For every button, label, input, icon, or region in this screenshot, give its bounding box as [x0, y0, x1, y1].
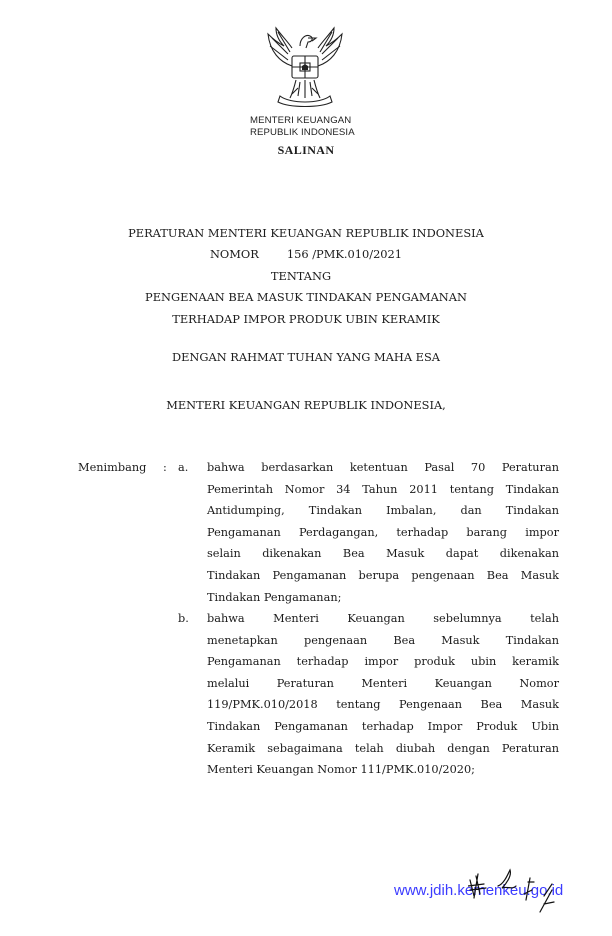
- text-line: melalui Peraturan Menteri Keuangan Nomor: [207, 676, 559, 690]
- menimbang-label: Menimbang: [78, 461, 147, 474]
- text-line: Tindakan Pengamanan terhadap Impor Produk Ubin: [207, 719, 559, 733]
- text-line: Antidumping, Tindakan Imbalan, dan Tindakan: [207, 504, 559, 518]
- item-a-marker: a.: [178, 461, 189, 474]
- text-line: Pengamanan Perdagangan, terhadap barang impor: [207, 525, 559, 539]
- text-line: Tindakan Pengamanan berupa pengenaan Bea Masuk: [207, 568, 559, 582]
- consideration-item-a: [207, 457, 559, 608]
- nomor-label: NOMOR: [209, 247, 259, 261]
- text-line: bahwa Menteri Keuangan sebelumnya telah: [207, 612, 559, 625]
- menimbang-colon: :: [163, 461, 167, 474]
- jdih-website-link[interactable]: www.jdih.kemenkeu.go.id: [394, 882, 564, 899]
- item-b-marker: b.: [178, 612, 189, 625]
- invocation: DENGAN RAHMAT TUHAN YANG MAHA ESA: [171, 350, 441, 364]
- text-line: 119/PMK.010/2018 tentang Pengenaan Bea Masuk: [207, 698, 559, 712]
- tentang-label: TENTANG: [270, 269, 332, 283]
- ministry-name: MENTERI KEUANGAN: [250, 115, 352, 126]
- text-line: Pemerintah Nomor 34 Tahun 2011 tentang Tindakan: [207, 482, 559, 496]
- text-line: Tindakan Pengamanan;: [207, 590, 342, 604]
- regulation-title: PERATURAN MENTERI KEUANGAN REPUBLIK INDONESIA: [128, 226, 484, 240]
- text-line: bahwa berdasarkan ketentuan Pasal 70 Peraturan: [207, 461, 559, 474]
- text-line: menetapkan pengenaan Bea Masuk Tindakan: [207, 633, 559, 647]
- text-line: selain dikenakan Bea Masuk dapat dikenakan: [207, 547, 559, 561]
- nomor-value: 156 /PMK.010/2021: [286, 247, 403, 261]
- text-line: Keramik sebagaimana telah diubah dengan Peraturan: [207, 741, 559, 755]
- country-name: REPUBLIK INDONESIA: [250, 127, 355, 138]
- salinan-label: SALINAN: [277, 143, 335, 157]
- text-line: Pengamanan terhadap impor produk ubin keramik: [207, 655, 559, 669]
- consideration-item-b: [207, 608, 559, 781]
- initials-signature-icon: [468, 868, 598, 928]
- regulation-number: [0, 247, 612, 261]
- text-line: Menteri Keuangan Nomor 111/PMK.010/2020;: [207, 763, 475, 777]
- subject-line-2: TERHADAP IMPOR PRODUK UBIN KERAMIK: [172, 312, 440, 326]
- garuda-emblem-icon: [262, 26, 348, 108]
- salinan-stamp: [0, 143, 612, 158]
- subject-line-1: PENGENAAN BEA MASUK TINDAKAN PENGAMANAN: [145, 290, 467, 304]
- issuer: MENTERI KEUANGAN REPUBLIK INDONESIA,: [166, 398, 446, 412]
